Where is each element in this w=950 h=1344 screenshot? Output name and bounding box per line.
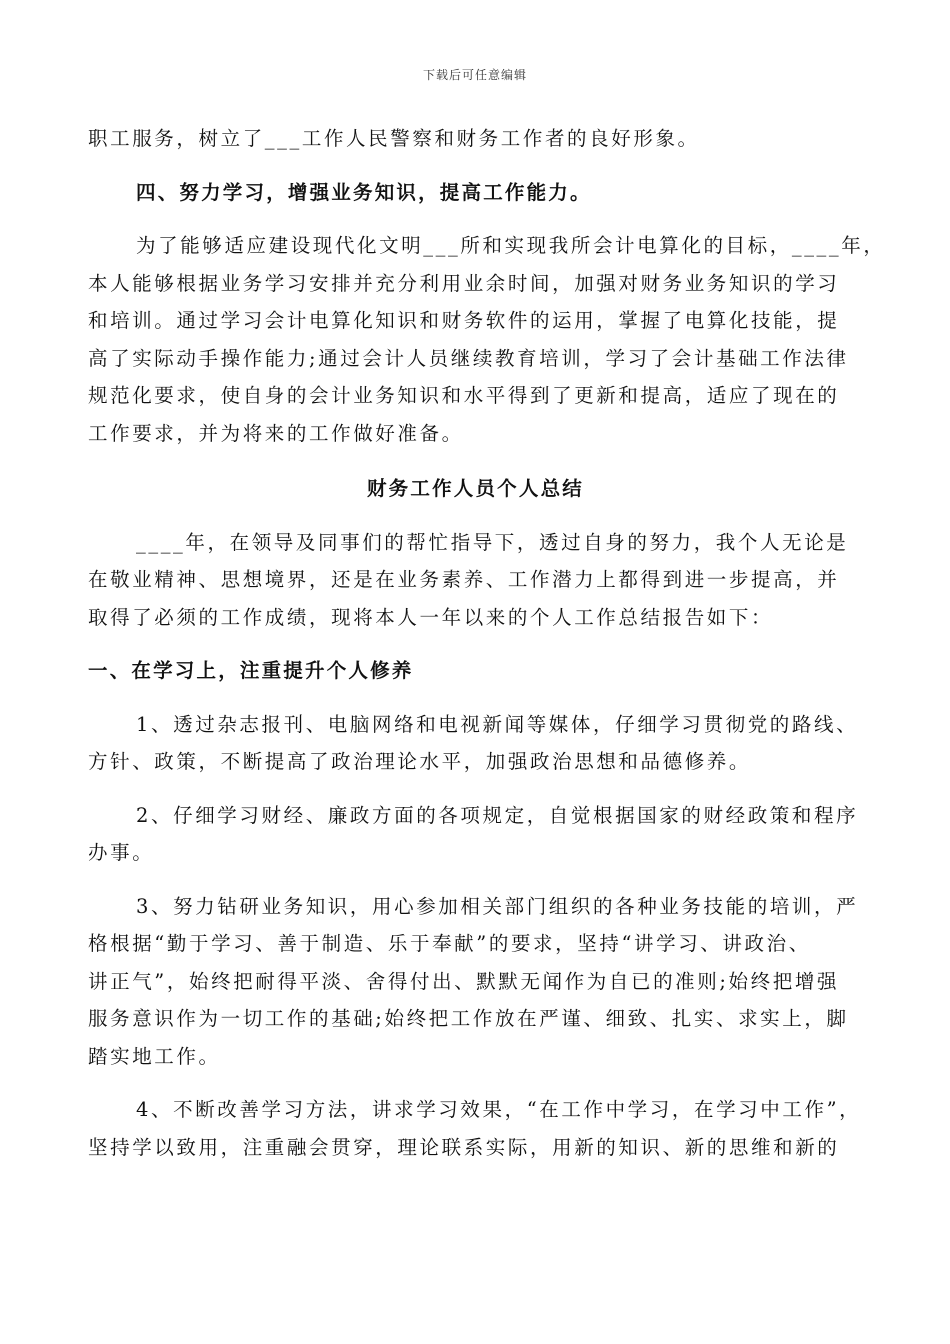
paragraph-line: 踏实地工作。 <box>88 1044 221 1068</box>
paragraph-line: 高了实际动手操作能力;通过会计人员继续教育培训，学习了会计基础工作法律 <box>88 346 849 370</box>
paragraph-line: 和培训。通过学习会计电算化知识和财务软件的运用，掌握了电算化技能，提 <box>88 309 840 332</box>
paragraph-line: 为了能够适应建设现代化文明___所和实现我所会计电算化的目标，____年， <box>136 234 886 257</box>
paragraph-line: 职工服务，树立了___工作人民警察和财务工作者的良好形象。 <box>88 127 700 150</box>
paragraph-line: 坚持学以致用，注重融会贯穿，理论联系实际，用新的知识、新的思维和新的 <box>88 1135 840 1159</box>
paragraph-line: 服务意识作为一切工作的基础;始终把工作放在严谨、细致、扎实、求实上，脚 <box>88 1007 849 1030</box>
section-heading-1: 一、在学习上，注重提升个人修养 <box>88 659 414 682</box>
paragraph-line: 3、努力钻研业务知识，用心参加相关部门组织的各种业务技能的培训，严 <box>136 894 859 918</box>
document-body <box>88 120 886 1166</box>
paragraph-intro <box>88 524 863 637</box>
list-item-3 <box>88 888 863 1076</box>
paragraph-line: 规范化要求，使自身的会计业务知识和水平得到了更新和提高，适应了现在的 <box>88 384 840 407</box>
paragraph-line: 办事。 <box>88 841 155 864</box>
paragraph-line: 工作要求，并为将来的工作做好准备。 <box>88 421 464 445</box>
paragraph-study <box>88 227 886 452</box>
paragraph-line: 在敬业精神、思想境界，还是在业务素养、工作潜力上都得到进一步提高，并 <box>88 568 840 591</box>
header-note: 下载后可任意编辑 <box>422 68 527 82</box>
paragraph-line: 本人能够根据业务学习安排并充分利用业余时间，加强对财务业务知识的学习 <box>88 271 840 295</box>
paragraph-line: 4、不断改善学习方法，讲求学习效果，“在工作中学习，在学习中工作”， <box>136 1098 862 1121</box>
list-item-1 <box>88 706 863 781</box>
paragraph-line: 2、仔细学习财经、廉政方面的各项规定，自觉根据国家的财经政策和程序 <box>136 803 859 827</box>
section-heading-4: 四、努力学习，增强业务知识，提高工作能力。 <box>136 180 592 204</box>
paragraph-line: 格根据“勤于学习、善于制造、乐于奉献”的要求，坚持“讲学习、讲政治、 <box>88 932 811 955</box>
paragraph-line: 1、透过杂志报刊、电脑网络和电视新闻等媒体，仔细学习贯彻党的路线、 <box>136 712 859 736</box>
list-item-2 <box>88 797 863 872</box>
list-item-4 <box>88 1091 863 1166</box>
document-title: 财务工作人员个人总结 <box>366 477 584 500</box>
paragraph-line: 取得了必须的工作成绩，现将本人一年以来的个人工作总结报告如下： <box>88 605 774 629</box>
paragraph-line: 方针、政策，不断提高了政治理论水平，加强政治思想和品德修养。 <box>88 750 752 773</box>
paragraph-line: 讲正气”，始终把耐得平淡、舍得付出、默默无闻作为自已的准则;始终把增强 <box>88 969 840 993</box>
paragraph-line: ____年，在领导及同事们的帮忙指导下，透过自身的努力，我个人无论是 <box>136 530 849 554</box>
